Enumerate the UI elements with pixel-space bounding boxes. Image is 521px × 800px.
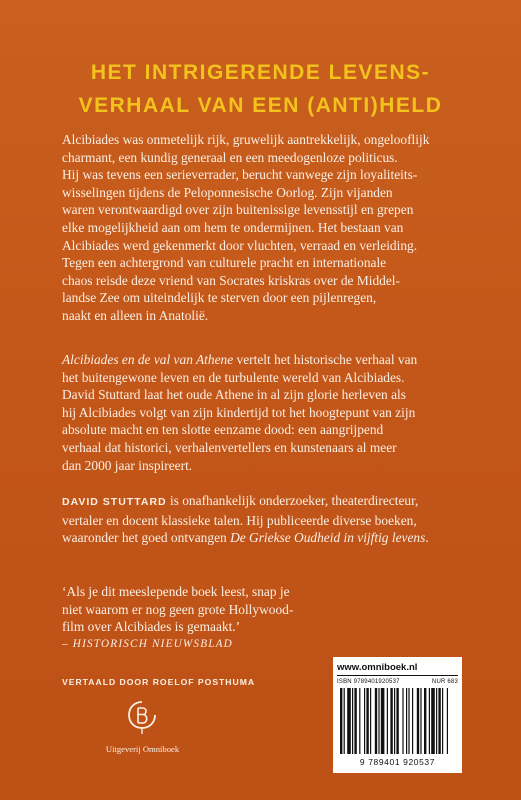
text-line: Tegen een achtergrond van culturele pracht en internationale [62,255,387,271]
text-span: is onafhankelijk onderzoeker, theaterdirecteur, [166,493,419,508]
text-line: wisselingen tijdens de Peloponnesische Oorlog. Zijn vijanden [62,184,393,200]
text-line [62,492,472,512]
headline-line-2: VERHAAL VAN EEN (ANTI)HELD [78,94,443,117]
barcode-icon [337,688,458,756]
publisher-name: Uitgeverij Omniboek [105,744,180,754]
text-line: dan 2000 jaar inspireert. [62,457,193,473]
text-line: verhaal dat historici, verhalenvertellers en kunstenaars al meer [62,439,397,455]
quote-line: ‘Als je dit meeslepende boek leest, snap je [62,584,290,599]
headline-line-1: HET INTRIGERENDE LEVENS- [90,61,431,84]
headline [0,56,521,122]
isbn-text: ISBN 9789401920537 [337,679,400,685]
text-line: landse Zee om uiteindelijk te sterven door een pijlenregen, [62,290,377,306]
text-line: chaos reisde deze vriend van Socrates kriskras over de Middel- [62,272,400,288]
text-line: het buitengewone leven en de turbulente wereld van Alcibiades. [62,369,405,385]
text-line: absolute macht en ten slotte eenzame dood: een aangrijpend [62,422,384,438]
text-line [62,351,472,369]
text-line: charmant, een kundig generaal en een meedogenloze politicus. [62,149,398,165]
text-line: Alcibiades werd gekenmerkt door vluchten, verraad en verleiding. [62,237,418,253]
text-span: . [425,530,429,546]
text-line: Hij was tevens een serieverrader, berucht vanwege zijn loyaliteits- [62,167,418,183]
text-line: naakt en alleen in Anatolië. [62,307,209,323]
text-line: hij Alcibiades volgt van zijn kindertijd tot het hoogtepunt van zijn [62,404,416,420]
barcode-digits: 9 789401 920537 [359,757,436,767]
text-line: David Stuttard laat het oude Athene in al zijn glorie herleven als [62,387,406,403]
synopsis-paragraph-1 [62,131,472,325]
other-book-title: De Griekse Oudheid in vijftig levens [230,530,426,546]
divider [337,675,458,676]
website-url: www.omniboek.nl [337,662,418,673]
quote-line: niet waarom er nog geen grote Hollywood- [62,601,294,617]
book-title: Alcibiades en de val van Athene [62,352,234,367]
barcode-box [333,657,462,773]
text-line [62,529,472,547]
text-line: waren verontwaardigd over zijn buitenissige levensstijl en grepen [62,202,414,218]
translator-credit: VERTAALD DOOR ROELOF POSTHUMA [62,677,256,687]
quote-source: – HISTORISCH NIEUWSBLAD [62,637,233,650]
review-quote [62,583,472,653]
author-bio [62,492,472,547]
nur-text: NUR 683 [431,679,458,685]
text-span: waaronder het goed ontvangen [62,530,231,546]
publisher-logo-icon [126,700,158,736]
text-line: Alcibiades was onmetelijk rijk, gruwelijk aantrekkelijk, ongelooflijk [62,132,430,147]
synopsis-paragraph-2 [62,351,472,474]
author-name: DAVID STUTTARD [62,496,167,508]
text-line: elke mogelijkheid aan om hem te ondermijnen. Het bestaan van [62,219,404,235]
text-line: vertaler en docent klassieke talen. Hij publiceerde diverse boeken, [62,512,417,528]
quote-line: film over Alcibiades is gemaakt.’ [62,619,241,635]
text-span: vertelt het historische verhaal van [233,352,418,367]
